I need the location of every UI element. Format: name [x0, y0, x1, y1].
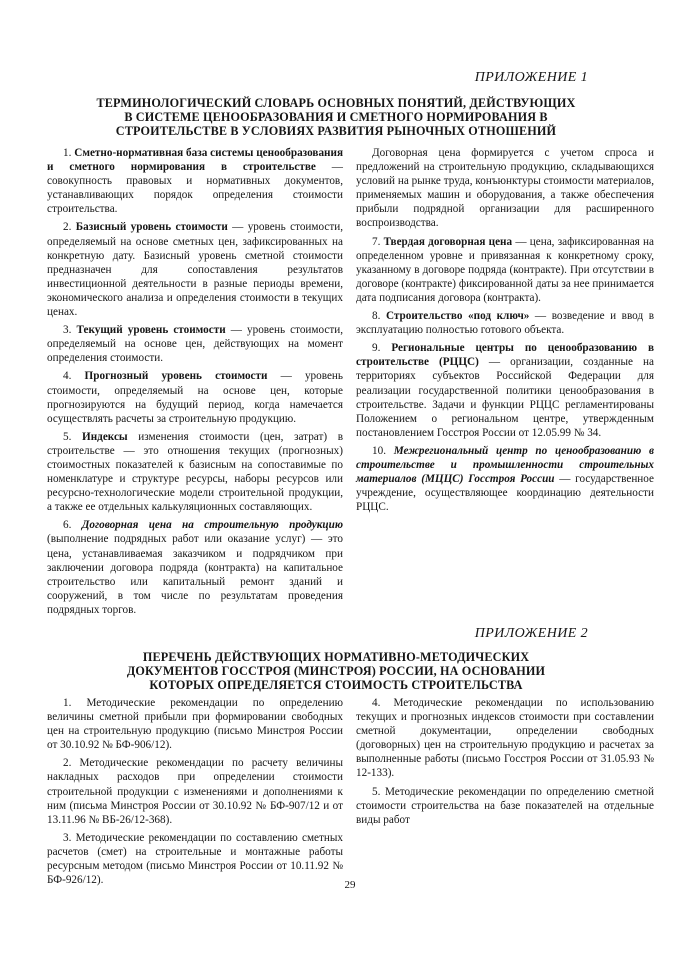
term-4: 4. Прогнозный уровень стоимости — уровень стоимости, определяемый на основе цен, которые прогнозируются на будущий период, когда намечается осуществлять расчеты за строительную продукцию. — [47, 370, 343, 425]
term-2: 2. Базисный уровень стоимости — уровень стоимости, определяемый на основе сметных цен, зафиксированных на конкретную дату. Базисный уровень сметной стоимости предназначен для сопоставления результатов инвестиционной деятельности в разные периоды времени, экономического анализа и определения стоимости в текущих ценах. — [47, 221, 343, 319]
page-number: 29 — [344, 879, 356, 891]
appendix-2-title: ПЕРЕЧЕНЬ ДЕЙСТВУЮЩИХ НОРМАТИВНО-МЕТОДИЧЕСКИХ ДОКУМЕНТОВ ГОССТРОЯ (МИНСТРОЯ) РОССИИ, НА ОСНОВАНИИ КОТОРЫХ ОПРЕДЕЛЯЕТСЯ СТОИМОСТЬ СТРОИТЕЛЬСТВА — [126, 650, 546, 692]
document-3: 3. Методические рекомендации по составлению сметных расчетов (смет) на строительные и монтажные работы ресурсным методом (письмо Минстроя России от 10.11.92 № БФ-926/12). — [47, 831, 343, 887]
contract-price-paragraph: Договорная цена формируется с учетом спроса и предложений на строительную продукцию, складывающихся условий на рынке труда, конъюнктуры стоимости материалов, применяемых машин и оборудования, а также обеспечения прибыли подрядной организации для расширенного воспроизводства. — [356, 147, 654, 230]
document-5: 5. Методические рекомендации по определению сметной стоимости строительства на базе показателей на отдельные виды работ — [356, 785, 654, 826]
term-3: 3. Текущий уровень стоимости — уровень стоимости, определяемый на основе цен, действующих на момент определения стоимости. — [47, 324, 344, 365]
appendix-2-left-column — [47, 696, 343, 887]
term-7: 7. Твердая договорная цена — цена, зафиксированная на определенном уровне и привязанная к конкретному сроку, указанному в договоре подряда (контракте). При отсутствии в договоре (контракте) фиксированной даты за нее принимается дата подписания договора (контракта). — [356, 235, 655, 304]
term-10: 10. Межрегиональный центр по ценообразованию в строительстве и промышленности строительных материалов (МЦЦС) Госстроя России — государственное учреждение, осуществляющее координацию деятельности РЦЦС. — [356, 444, 654, 514]
term-9: 9. Региональные центры по ценообразованию в строительстве (РЦЦС) — организации, созданные на территориях субъектов Российской Федерации для реализации государственной политики ценообразования в строительстве. Задачи и функции РЦЦС регламентированы Положением о региональном центре, утвержденным постановлением Госстроя России от 12.05.99 № 34. — [356, 342, 655, 439]
appendix-1-title: ТЕРМИНОЛОГИЧЕСКИЙ СЛОВАРЬ ОСНОВНЫХ ПОНЯТИЙ, ДЕЙСТВУЮЩИХ В СИСТЕМЕ ЦЕНООБРАЗОВАНИЯ И СМЕТНОГО НОРМИРОВАНИЯ В СТРОИТЕЛЬСТВЕ В УСЛОВИЯХ РАЗВИТИЯ РЫНОЧНЫХ ОТНОШЕНИЙ — [96, 96, 576, 138]
term-1: 1. Сметно-нормативная база системы ценообразования и сметного нормирования в строительстве — совокупность правовых и нормативных документов, устанавливающих порядок определения стоимости строительства. — [47, 147, 343, 216]
appendix-1-label: ПРИЛОЖЕНИЕ 1 — [474, 70, 588, 85]
appendix-1-left-column — [47, 146, 343, 617]
document-2: 2. Методические рекомендации по расчету величины накладных расходов при определении стоимости строительной продукции с изменениями и дополнениями к ним (письма Минстроя России от 30.10.92 № БФ-907/12 и от 13.11.96 № ВБ-26/12-368). — [47, 757, 343, 826]
term-5: 5. Индексы изменения стоимости (цен, затрат) в строительстве — это отношения текущих (прогнозных) стоимостных показателей к базисным на сопоставимые по номенклатуре и структуре ресурсы, наборы ресурсов или ресурсно-технологические модели строительной продукции, а также ее отдельных калькуляционных составляющих. — [47, 430, 344, 514]
term-8: 8. Строительство «под ключ» — возведение и ввод в эксплуатацию полностью готового объекта. — [356, 310, 654, 337]
appendix-2-right-column — [356, 696, 654, 827]
appendix-2-label: ПРИЛОЖЕНИЕ 2 — [474, 626, 588, 641]
term-6: 6. Договорная цена на строительную продукцию (выполнение подрядных работ или оказание услуг) — это цена, устанавливаемая заказчиком и подрядчиком при заключении договора подряда (контракта) на капитальное строительство или капитальный ремонт зданий и сооружений, в том числе по результатам проведения подрядных торгов. — [47, 519, 344, 616]
document-4: 4. Методические рекомендации по использованию текущих и прогнозных индексов стоимости при составлении сметной документации, определении свободных (договорных) цен на строительную продукцию и расчетах за выполненные работы (письмо Госстроя России от 31.05.93 № 12-133). — [356, 697, 654, 780]
document-1: 1. Методические рекомендации по определению величины сметной прибыли при формировании свободных цен на строительную продукцию (письмо Минстроя России от 30.10.92 № БФ-906/12). — [47, 697, 343, 752]
appendix-1-right-column — [356, 146, 654, 514]
